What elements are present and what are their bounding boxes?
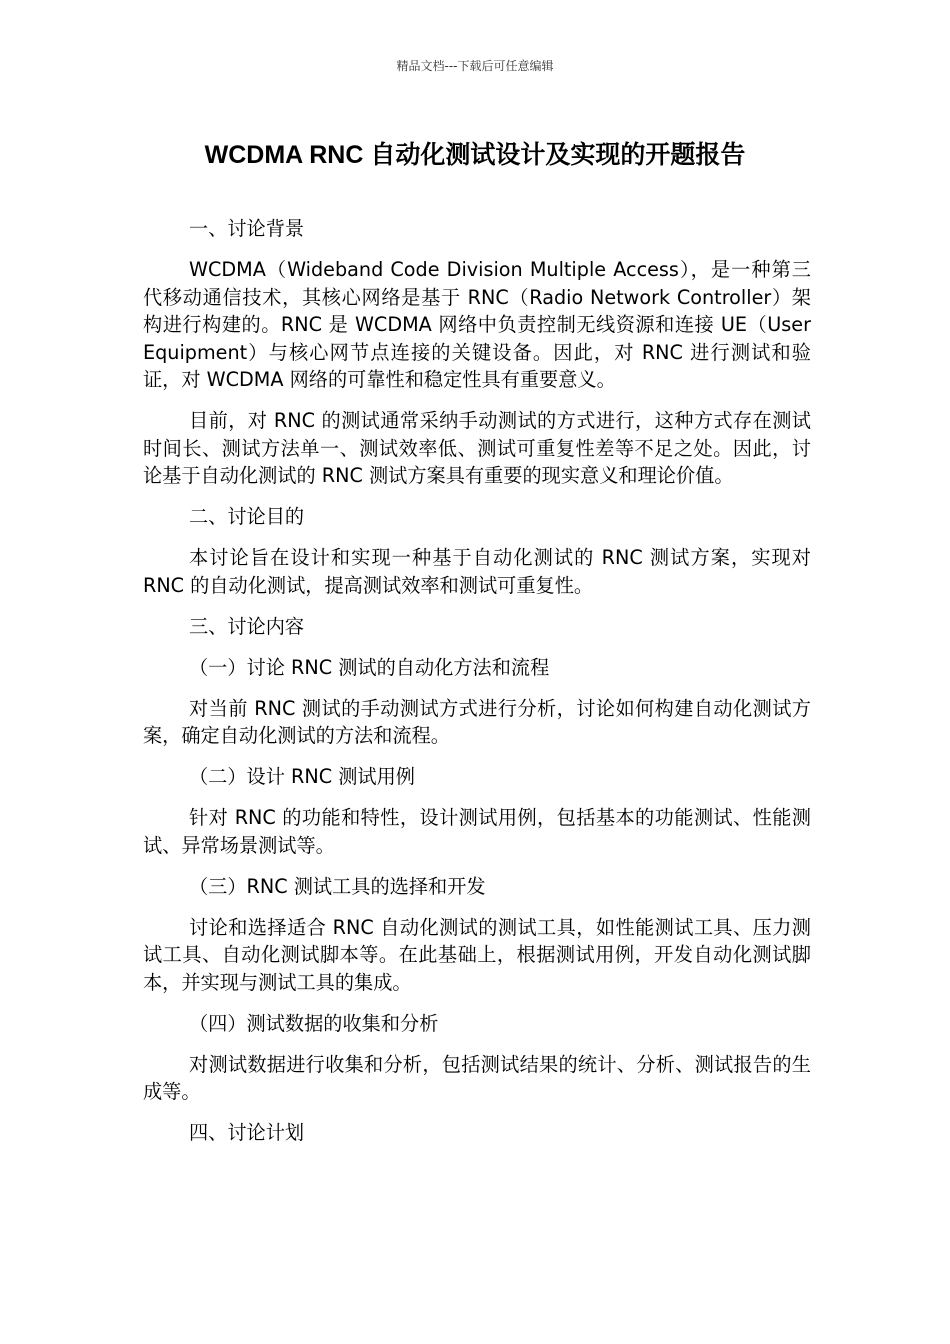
- document-title: WCDMA RNC 自动化测试设计及实现的开题报告: [204, 141, 746, 169]
- subsection-heading-data-analysis: （四）测试数据的收集和分析: [189, 1011, 439, 1035]
- background-paragraph-1: WCDMA（Wideband Code Division Multiple Access），是一种第三代移动通信技术，其核心网络是基于 RNC（Radio Network Controller）架构进行构建的。RNC 是 WCDMA 网络中负责控制无线资源和连接 UE（User Equipment）与核心网节点连接的关键设备。因此，对 RNC 进行测试和验证，对 WCDMA 网络的可靠性和稳定性具有重要意义。: [143, 258, 811, 391]
- test-cases-paragraph: 针对 RNC 的功能和特性，设计测试用例，包括基本的功能测试、性能测试、异常场景测试等。: [143, 806, 811, 857]
- document-body: [143, 215, 811, 1160]
- section-heading-content: 三、讨论内容: [189, 614, 305, 638]
- subsection-heading-test-cases: （二）设计 RNC 测试用例: [189, 765, 415, 788]
- header-note: 精品文档---下载后可任意编辑: [396, 59, 554, 73]
- subsection-heading-automation-method: （一）讨论 RNC 测试的自动化方法和流程: [189, 655, 550, 679]
- purpose-paragraph: 本讨论旨在设计和实现一种基于自动化测试的 RNC 测试方案，实现对 RNC 的自动化测试，提高测试效率和测试可重复性。: [143, 546, 811, 597]
- section-heading-plan: 四、讨论计划: [189, 1121, 305, 1144]
- section-heading-background: 一、讨论背景: [189, 217, 305, 240]
- subsection-heading-test-tools: （三）RNC 测试工具的选择和开发: [189, 874, 486, 898]
- test-tools-paragraph: 讨论和选择适合 RNC 自动化测试的测试工具，如性能测试工具、压力测试工具、自动化测试脚本等。在此基础上，根据测试用例，开发自动化测试脚本，并实现与测试工具的集成。: [143, 915, 811, 994]
- section-heading-purpose: 二、讨论目的: [189, 505, 305, 528]
- automation-method-paragraph: 对当前 RNC 测试的手动测试方式进行分析，讨论如何构建自动化测试方案，确定自动化测试的方法和流程。: [143, 696, 811, 747]
- background-paragraph-2: 目前，对 RNC 的测试通常采纳手动测试的方式进行，这种方式存在测试时间长、测试方法单一、测试效率低、测试可重复性差等不足之处。因此，讨论基于自动化测试的 RNC 测试方案具有重要的现实意义和理论价值。: [143, 409, 811, 487]
- data-analysis-paragraph: 对测试数据进行收集和分析，包括测试结果的统计、分析、测试报告的生成等。: [143, 1052, 811, 1103]
